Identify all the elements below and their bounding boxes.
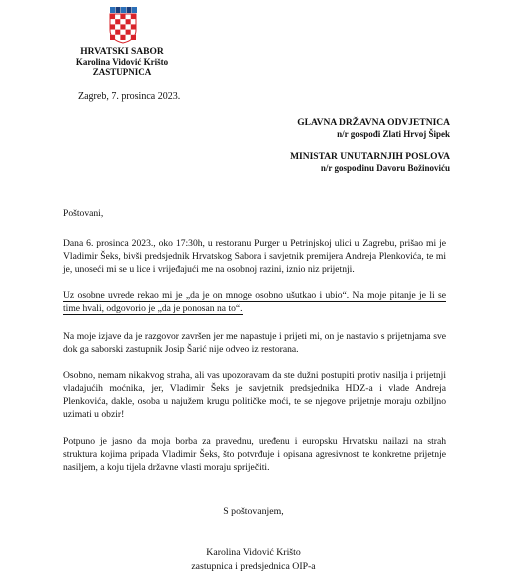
paragraph-1: Dana 6. prosinca 2023., oko 17:30h, u restoranu Purger u Petrinjskoj ulici u Zagrebu, prišao mi je Vladimir Šeks, bivši predsjednik Hrvatskog Sabora i savjetnik premijera Andreja Plenkovića, te mi je, unoseći mi se u lice i vrijeđajući me na osobnoj razini, iznio niz prijetnji.: [63, 238, 446, 276]
paragraph-2-underlined-text: Uz osobne uvrede rekao mi je „da je on mnoge osobno ušutkao i ubio“. Na moje pitanje je li se time hvali, odgovorio je „da je ponosan na to“.: [63, 290, 446, 315]
institution-name: HRVATSKI SABOR: [80, 47, 164, 57]
paragraph-2: [63, 289, 446, 315]
greeting: Poštovani,: [63, 208, 104, 219]
recipient-1-title: GLAVNA DRŽAVNA ODVJETNICA: [297, 118, 450, 128]
recipient-2-title: MINISTAR UNUTARNJIH POSLOVA: [290, 152, 450, 162]
recipient-1-attn: n/r gospođi Zlati Hrvoj Šipek: [337, 129, 450, 139]
recipient-1: [297, 118, 450, 140]
paragraph-3: Na moje izjave da je razgovor završen jer me napastuje i prijeti mi, on je nastavio s prijetnjama sve dok ga saborski zastupnik Josip Šarić nije odveo iz restorana.: [63, 331, 446, 356]
signature-name: Karolina Vidović Krišto: [206, 547, 301, 558]
paragraph-4: Osobno, nemam nikakvog straha, ali vas upozoravam da ste dužni postupiti protiv nasilja i prijetnji vladajućih moćnika, jer, Vladimir Šeks je savjetnik predsjednika HDZ-a i vlade Andreja Plenkovića, dakle, osoba u najužem krugu političke moći, te se njegove prijetnje moraju ozbiljno uzimati u obzir!: [63, 370, 446, 421]
member-role: ZASTUPNICA: [92, 67, 152, 77]
paragraph-5: Potpuno je jasno da moja borba za pravednu, uređenu i europsku Hrvatsku nailazi na strah struktura kojima pripada Vladimir Šeks, što potvrđuje i opisana agresivnost te konkretne prijetnje nasiljem, a koju tijela državne vlasti moraju spriječiti.: [63, 436, 446, 474]
signature-title: zastupnica i predsjednica OIP-a: [191, 561, 316, 572]
recipient-2-attn: n/r gospodinu Davoru Božinoviću: [320, 163, 450, 173]
croatian-coat-of-arms-icon: [108, 7, 138, 44]
recipient-2: [290, 152, 450, 174]
closing: S poštovanjem,: [223, 506, 284, 517]
place-date: Zagreb, 7. prosinca 2023.: [78, 91, 181, 102]
member-name: Karolina Vidović Krišto: [75, 57, 169, 67]
